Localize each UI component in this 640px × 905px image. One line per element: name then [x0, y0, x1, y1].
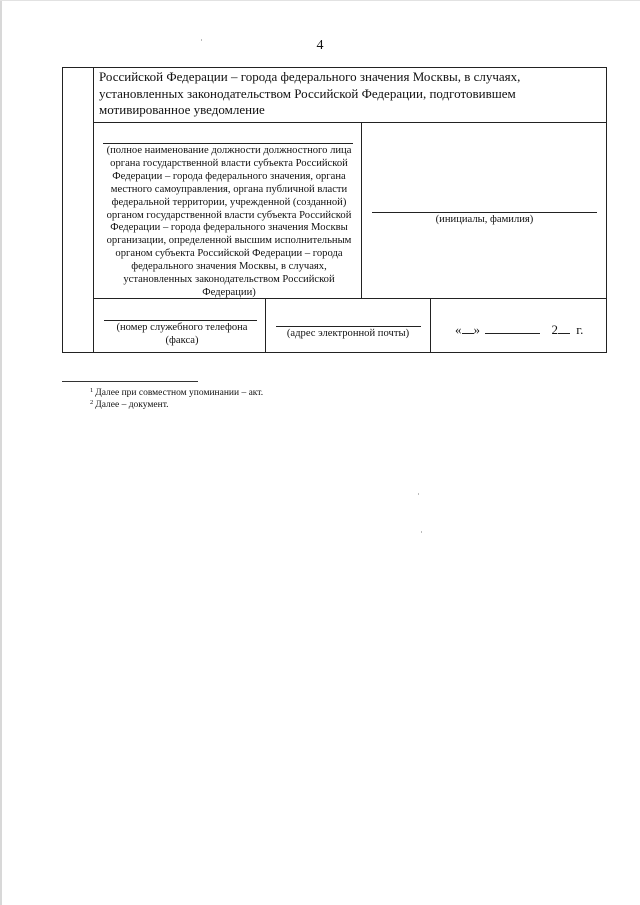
footnote-2-number: 2 — [90, 399, 94, 406]
table-cell-divider-lower-2 — [430, 298, 431, 353]
table-border-left — [62, 67, 63, 353]
year-suffix: г. — [576, 322, 584, 337]
table-cell-divider-upper — [361, 122, 362, 299]
scan-speck — [418, 493, 419, 495]
table-border-right — [606, 67, 607, 353]
table-border-bottom — [62, 352, 607, 353]
phone-fax-caption: (номер служебного телефона (факса) — [116, 322, 248, 346]
intro-text: Российской Федерации – города федерального значения Москвы, в случаях, установленных законодательством Российской Федерации, подготовившем мотивированное уведомление — [99, 69, 521, 117]
email-line — [276, 326, 421, 327]
month-blank — [485, 322, 540, 334]
table-column-divider — [93, 67, 94, 353]
email-caption: (адрес электронной почты) — [286, 328, 410, 339]
date-close-quote: » — [473, 322, 480, 337]
footnote-1-text: Далее при совместном упоминании – акт. — [95, 388, 264, 398]
initials-surname-caption: (инициалы, фамилия) — [435, 214, 534, 225]
position-signature-line — [103, 143, 353, 144]
day-blank — [462, 322, 474, 334]
footnote-separator — [62, 381, 198, 382]
date-field — [455, 322, 583, 338]
footnote-2 — [90, 397, 169, 411]
position-full-name-caption: (полное наименование должности должностного лица органа государственной власти субъекта Российской Федерации – города федерального значения, органа местного самоуправления, органа публичной власти федеральной территории, учрежденной (созданной) органом государственной власти субъекта Российской Федерации – города федерального значения Москвы организации, определенной высшим исполнительным органом субъекта Российской Федерации – города федерального значения Москвы, в случаях, установленных законодательством Российской Федерации) — [106, 145, 352, 298]
page-number: 4 — [316, 38, 324, 53]
table-cell-divider-lower-1 — [265, 298, 266, 353]
year-prefix: 2 — [551, 322, 558, 337]
phone-line — [104, 320, 257, 321]
footnote-1-number: 1 — [90, 387, 94, 394]
scan-speck — [201, 39, 202, 41]
page-edge — [0, 0, 2, 905]
year-blank — [558, 322, 570, 334]
table-border-top — [62, 67, 607, 68]
scan-speck — [421, 531, 422, 533]
date-open-quote: « — [455, 322, 462, 337]
table-row-divider-1 — [93, 122, 607, 123]
initials-signature-line — [372, 212, 597, 213]
page-edge-top — [0, 0, 640, 1]
footnote-2-text: Далее – документ. — [95, 400, 169, 410]
